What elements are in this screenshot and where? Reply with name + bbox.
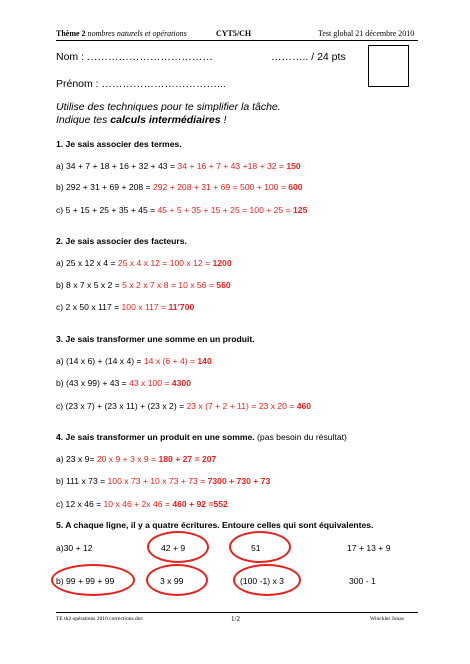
work: 14 x (6 + 4) = xyxy=(143,356,198,366)
question: a) 34 + 7 + 18 + 16 + 32 + 43 = xyxy=(56,161,178,171)
answer: 150 xyxy=(286,161,301,171)
section-1-item-a xyxy=(56,161,301,171)
header-theme-subtitle: nombres naturels et opérations xyxy=(87,29,187,38)
row-a-expr-2: 42 + 9 xyxy=(161,543,186,553)
work: 23 x (7 + 2 + 11) = 23 x 20 = xyxy=(186,401,297,411)
header-class-code: CYT5/CH xyxy=(216,29,252,38)
work: 100 x 73 + 10 x 73 + 73 = xyxy=(107,476,208,486)
question: b) 111 x 73 = xyxy=(56,476,108,486)
question: a) (14 x 6) + (14 x 4) = xyxy=(56,356,144,366)
section-5-title: 5. A chaque ligne, il y a quatre écritures. Entoure celles qui sont équivalentes. xyxy=(56,520,374,530)
section-3-item-c xyxy=(56,401,311,411)
row-a-expr-3: 51 xyxy=(251,543,261,553)
work: 100 x 117 = xyxy=(121,302,169,312)
section-2-title: 2. Je sais associer des facteurs. xyxy=(56,236,187,246)
row-b-expr-2: 3 x 99 xyxy=(160,576,184,586)
footer-page: 1/2 xyxy=(231,615,240,623)
section-3-item-a xyxy=(56,356,212,366)
header-theme xyxy=(56,29,187,38)
answer: 125 xyxy=(293,205,308,215)
section-4-item-a xyxy=(56,454,216,464)
section-1-item-c xyxy=(56,205,307,215)
answer: 4300 xyxy=(171,378,191,388)
footer-file: TE th2 opérations 2010 corrections.doc xyxy=(56,616,143,622)
answer: 7300 + 730 + 73 xyxy=(207,476,271,486)
question: a) 23 x 9= xyxy=(56,454,97,464)
work: 25 x 4 x 12 = 100 x 12 = xyxy=(117,258,213,268)
row-b-expr-4: 300 - 1 xyxy=(349,576,376,586)
work: 45 + 5 + 35 + 15 + 25 = 100 + 25 = xyxy=(157,205,294,215)
row-a-expr-4: 17 + 13 + 9 xyxy=(347,543,391,553)
question: b) (43 x 99) + 43 = xyxy=(56,378,130,388)
section-1-title: 1. Je sais associer des termes. xyxy=(56,139,182,149)
section-2-item-b xyxy=(56,280,231,290)
section-4-title-line xyxy=(56,432,347,442)
score-line: ……….. / 24 pts xyxy=(271,51,346,63)
answer: 11’700 xyxy=(168,302,195,312)
section-4-item-c xyxy=(56,499,228,509)
answer: 560 xyxy=(216,280,231,290)
answer: 140 xyxy=(197,356,212,366)
answer: 180 + 27 = 207 xyxy=(158,454,217,464)
footer-rule xyxy=(56,612,418,613)
header-test-info: Test global 21 décembre 2010 xyxy=(318,29,415,38)
question: c) 12 x 46 = xyxy=(56,499,104,509)
work: 43 x 100 = xyxy=(129,378,172,388)
work: 34 + 16 + 7 + 43 +18 + 32 = xyxy=(177,161,287,171)
section-4-item-b xyxy=(56,476,270,486)
header-theme-label: Thème 2 xyxy=(56,29,86,38)
question: c) 2 x 50 x 117 = xyxy=(56,302,122,312)
name-line: Nom : ……………………………… xyxy=(56,51,213,63)
question: b) 8 x 7 x 5 x 2 = xyxy=(56,280,123,290)
section-2-item-c xyxy=(56,302,194,312)
section-2-item-a xyxy=(56,258,232,268)
firstname-line: Prénom : ……………………………... xyxy=(56,78,226,90)
row-b-expr-1: b) 99 + 99 + 99 xyxy=(56,576,115,586)
question: c) (23 x 7) + (23 x 11) + (23 x 2) = xyxy=(56,401,187,411)
section-4-title: 4. Je sais transformer un produit en une somme. xyxy=(56,432,255,442)
row-b-expr-3: (100 -1) x 3 xyxy=(240,576,284,586)
instruction-line-2 xyxy=(56,114,226,126)
answer: 600 xyxy=(288,182,303,192)
work: 292 + 208 + 31 + 69 = 500 + 100 = xyxy=(153,182,289,192)
work: 10 x 46 + 2x 46 = xyxy=(103,499,173,509)
grade-box xyxy=(368,45,409,87)
question: b) 292 + 31 + 69 + 208 = xyxy=(56,182,153,192)
instruction-suffix: ! xyxy=(220,114,227,126)
header-rule xyxy=(56,40,418,41)
section-3-item-b xyxy=(56,378,191,388)
answer: 460 xyxy=(296,401,312,411)
instruction-prefix: Indique tes xyxy=(56,114,111,126)
answer: 1200 xyxy=(212,258,232,268)
footer-author: Winckler Jonas xyxy=(370,616,404,622)
question: a) 25 x 12 x 4 = xyxy=(56,258,118,268)
instruction-line-1: Utilise des techniques pour te simplifier la tâche. xyxy=(56,101,281,113)
question: c) 5 + 15 + 25 + 35 + 45 = xyxy=(56,205,158,215)
work: 20 x 9 + 3 x 9 = xyxy=(96,454,159,464)
section-1-item-b xyxy=(56,182,303,192)
section-3-title: 3. Je sais transformer une somme en un produit. xyxy=(56,334,255,344)
answer: 460 + 92 =552 xyxy=(172,499,228,509)
instruction-bold: calculs intermédiaires xyxy=(110,114,221,126)
section-4-title-note: (pas besoin du résultat) xyxy=(254,432,347,442)
work: 5 x 2 x 7 x 8 = 10 x 56 = xyxy=(122,280,217,290)
row-a-expr-1: a)30 + 12 xyxy=(56,543,93,553)
